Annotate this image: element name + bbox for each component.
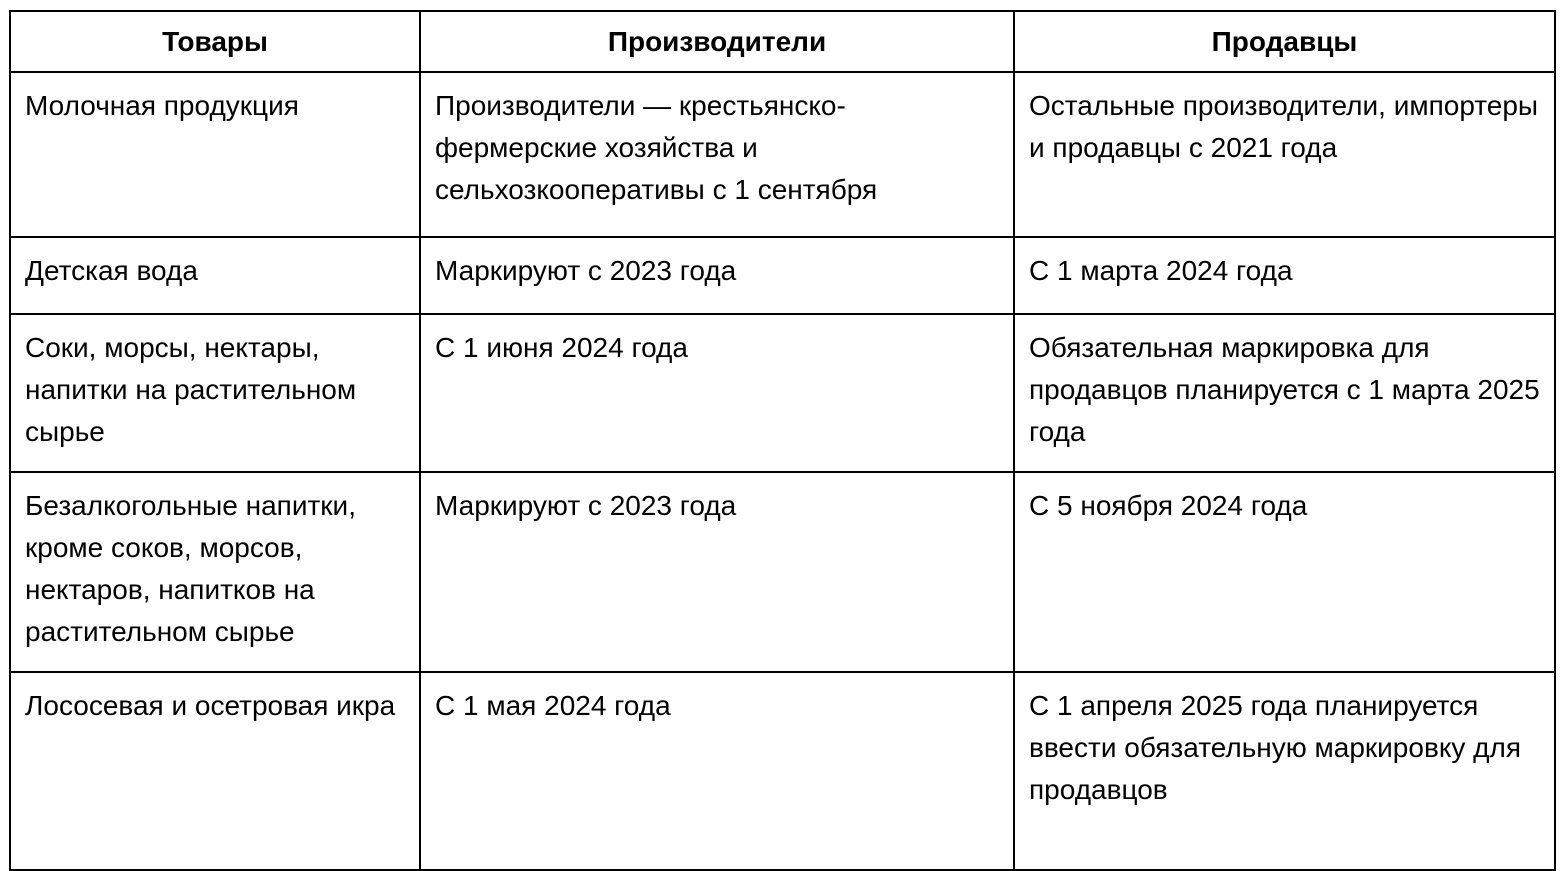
cell-producers: Производители — крестьянско-фермерские хозяйства и сельхозкооперативы с 1 сентября [420, 72, 1014, 237]
labeling-schedule-table-container [9, 10, 1556, 871]
cell-producers: Маркируют с 2023 года [420, 237, 1014, 314]
cell-product: Соки, морсы, нектары, напитки на растительном сырье [10, 314, 420, 472]
table-row [10, 72, 1555, 237]
cell-producers: С 1 июня 2024 года [420, 314, 1014, 472]
table-row [10, 472, 1555, 672]
table-row [10, 314, 1555, 472]
cell-product: Безалкогольные напитки, кроме соков, морсов, нектаров, напитков на растительном сырье [10, 472, 420, 672]
labeling-schedule-table [9, 10, 1556, 871]
cell-product: Лососевая и осетровая икра [10, 672, 420, 870]
cell-product: Детская вода [10, 237, 420, 314]
table-header-row [10, 11, 1555, 72]
table-row [10, 672, 1555, 870]
cell-producers: С 1 мая 2024 года [420, 672, 1014, 870]
header-products: Товары [10, 11, 420, 72]
cell-sellers: С 1 марта 2024 года [1014, 237, 1555, 314]
cell-sellers: С 5 ноября 2024 года [1014, 472, 1555, 672]
cell-producers: Маркируют с 2023 года [420, 472, 1014, 672]
cell-sellers: Обязательная маркировка для продавцов планируется с 1 марта 2025 года [1014, 314, 1555, 472]
header-sellers: Продавцы [1014, 11, 1555, 72]
cell-sellers: С 1 апреля 2025 года планируется ввести обязательную маркировку для продавцов [1014, 672, 1555, 870]
header-producers: Производители [420, 11, 1014, 72]
table-row [10, 237, 1555, 314]
cell-product: Молочная продукция [10, 72, 420, 237]
cell-sellers: Остальные производители, импортеры и продавцы с 2021 года [1014, 72, 1555, 237]
